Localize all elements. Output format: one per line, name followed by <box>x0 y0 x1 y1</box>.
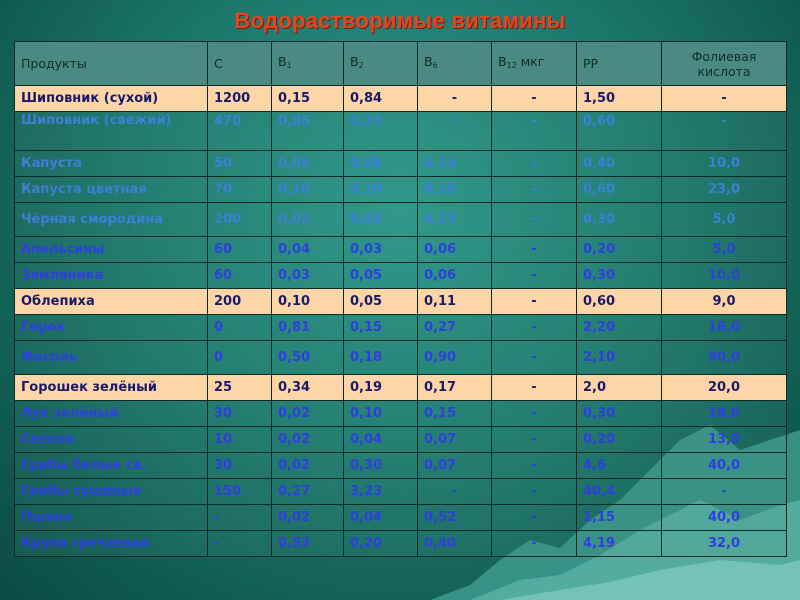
value-cell: 4,19 <box>577 531 662 557</box>
value-cell: - <box>492 203 577 237</box>
column-header <box>344 42 418 86</box>
page-title: Водорастворимые витамины <box>234 8 566 33</box>
value-cell: 0,10 <box>272 177 344 203</box>
value-cell: - <box>208 531 272 557</box>
value-cell: 0,10 <box>272 289 344 315</box>
column-header <box>577 42 662 86</box>
product-name-cell: Апельсины <box>15 237 208 263</box>
value-cell: 0,05 <box>344 263 418 289</box>
value-cell: 0,17 <box>418 375 492 401</box>
value-cell: 0,16 <box>418 177 492 203</box>
value-cell: - <box>492 375 577 401</box>
value-cell: 0,90 <box>418 341 492 375</box>
value-cell: 0,20 <box>577 237 662 263</box>
table-row <box>15 177 787 203</box>
table-row <box>15 86 787 112</box>
value-cell: - <box>492 263 577 289</box>
value-cell: 470 <box>208 112 272 151</box>
value-cell: 2,20 <box>577 315 662 341</box>
table-row <box>15 237 787 263</box>
value-cell: 0,15 <box>272 86 344 112</box>
column-header <box>208 42 272 86</box>
table-row <box>15 112 787 151</box>
value-cell: - <box>492 289 577 315</box>
value-cell: 0,02 <box>272 505 344 531</box>
column-header-label: В <box>350 54 359 69</box>
table-header-row <box>15 42 787 86</box>
table-row <box>15 151 787 177</box>
value-cell: - <box>492 151 577 177</box>
product-name-cell: Грибы сушеные <box>15 479 208 505</box>
column-header-label: РР <box>583 56 599 71</box>
value-cell: 0,02 <box>272 401 344 427</box>
value-cell: 0,52 <box>418 505 492 531</box>
table-row <box>15 427 787 453</box>
table-row <box>15 505 787 531</box>
value-cell: 0 <box>208 341 272 375</box>
value-cell: 0,19 <box>344 375 418 401</box>
value-cell: 0,27 <box>272 479 344 505</box>
value-cell: - <box>492 341 577 375</box>
value-cell: 0,15 <box>418 401 492 427</box>
value-cell: - <box>492 453 577 479</box>
value-cell: 0,60 <box>577 177 662 203</box>
value-cell: 1200 <box>208 86 272 112</box>
table-row <box>15 479 787 505</box>
value-cell: 0,30 <box>577 401 662 427</box>
value-cell: 0,34 <box>272 375 344 401</box>
value-cell: 0,07 <box>418 427 492 453</box>
value-cell: - <box>492 315 577 341</box>
product-name-cell: Свекла <box>15 427 208 453</box>
value-cell: 0,30 <box>577 203 662 237</box>
value-cell: 13,0 <box>662 427 787 453</box>
vitamins-table <box>14 41 787 557</box>
table-row <box>15 263 787 289</box>
column-header-subscript: 6 <box>432 61 438 70</box>
value-cell: - <box>662 112 787 151</box>
value-cell: - <box>492 177 577 203</box>
value-cell: 0,04 <box>344 427 418 453</box>
value-cell: - <box>208 505 272 531</box>
value-cell: 50 <box>208 151 272 177</box>
value-cell: 25 <box>208 375 272 401</box>
product-name-cell: Крупа гречневая <box>15 531 208 557</box>
value-cell: 0,40 <box>577 151 662 177</box>
value-cell: 5,0 <box>662 237 787 263</box>
value-cell: 60 <box>208 263 272 289</box>
value-cell: 0,03 <box>344 237 418 263</box>
value-cell: 0,02 <box>272 453 344 479</box>
value-cell: 0,04 <box>272 237 344 263</box>
value-cell: 0,08 <box>344 151 418 177</box>
table-row <box>15 203 787 237</box>
value-cell: 0,03 <box>272 263 344 289</box>
column-header-label: В <box>278 54 287 69</box>
value-cell: - <box>492 427 577 453</box>
value-cell: 0,11 <box>418 289 492 315</box>
value-cell: 0,07 <box>418 453 492 479</box>
table-row <box>15 531 787 557</box>
value-cell: 0,60 <box>577 289 662 315</box>
value-cell: - <box>492 531 577 557</box>
value-cell: 0,10 <box>344 401 418 427</box>
column-header <box>662 42 787 86</box>
product-name-cell: Горох <box>15 315 208 341</box>
value-cell: 20,0 <box>662 375 787 401</box>
value-cell: 0,84 <box>344 86 418 112</box>
table-row <box>15 289 787 315</box>
column-header <box>15 42 208 86</box>
value-cell: 60 <box>208 237 272 263</box>
value-cell: 40,0 <box>662 505 787 531</box>
column-header-label: Продукты <box>21 56 87 71</box>
value-cell: 0,02 <box>272 203 344 237</box>
value-cell: 0,05 <box>344 289 418 315</box>
column-header <box>418 42 492 86</box>
column-header-label: В <box>424 54 433 69</box>
value-cell: 90,0 <box>662 341 787 375</box>
value-cell: 10 <box>208 427 272 453</box>
table-row <box>15 401 787 427</box>
value-cell: - <box>418 479 492 505</box>
value-cell: 0,05 <box>272 112 344 151</box>
value-cell: 1,50 <box>577 86 662 112</box>
column-header-subscript: 1 <box>286 61 292 70</box>
value-cell: 4,6 <box>577 453 662 479</box>
value-cell: 0,60 <box>577 112 662 151</box>
value-cell: 0,13 <box>418 203 492 237</box>
value-cell: 5,0 <box>662 203 787 237</box>
product-name-cell: Горошек зелёный <box>15 375 208 401</box>
value-cell: - <box>418 112 492 151</box>
product-name-cell: Капуста <box>15 151 208 177</box>
value-cell: 2,0 <box>577 375 662 401</box>
value-cell: 0,18 <box>344 341 418 375</box>
value-cell: 0,50 <box>272 341 344 375</box>
value-cell: 0 <box>208 315 272 341</box>
value-cell: 0,33 <box>344 112 418 151</box>
column-header <box>272 42 344 86</box>
product-name-cell: Облепиха <box>15 289 208 315</box>
product-name-cell: Чёрная смородина <box>15 203 208 237</box>
value-cell: - <box>492 86 577 112</box>
value-cell: 10,0 <box>662 151 787 177</box>
value-cell: 23,0 <box>662 177 787 203</box>
product-name-cell: Шиповник (сухой) <box>15 86 208 112</box>
column-header-label: Фолиевая кислота <box>691 48 757 79</box>
value-cell: 70 <box>208 177 272 203</box>
column-header-unit: мкг <box>516 54 545 69</box>
table-row <box>15 453 787 479</box>
value-cell: - <box>492 237 577 263</box>
product-name-cell: Фасоль <box>15 341 208 375</box>
column-header-subscript: 12 <box>506 61 517 70</box>
value-cell: - <box>492 505 577 531</box>
product-name-cell: Шиповник (свежий) <box>15 112 208 151</box>
value-cell: 0,15 <box>344 315 418 341</box>
value-cell: 0,53 <box>272 531 344 557</box>
value-cell: 1,15 <box>577 505 662 531</box>
product-name-cell: Пшено <box>15 505 208 531</box>
value-cell: 3,23 <box>344 479 418 505</box>
product-name-cell: Капуста цветная <box>15 177 208 203</box>
value-cell: 0,10 <box>344 177 418 203</box>
value-cell: 0,04 <box>344 505 418 531</box>
value-cell: 0,20 <box>344 531 418 557</box>
value-cell: - <box>662 86 787 112</box>
product-name-cell: Лук зелёный <box>15 401 208 427</box>
value-cell: 10,0 <box>662 263 787 289</box>
table-row <box>15 315 787 341</box>
value-cell: 32,0 <box>662 531 787 557</box>
value-cell: - <box>662 479 787 505</box>
value-cell: 0,06 <box>418 263 492 289</box>
column-header <box>492 42 577 86</box>
value-cell: 0,02 <box>344 203 418 237</box>
value-cell: - <box>492 401 577 427</box>
column-header-subscript: 2 <box>358 61 364 70</box>
column-header-label: В <box>498 54 507 69</box>
value-cell: 16,0 <box>662 315 787 341</box>
value-cell: 0,02 <box>272 427 344 453</box>
value-cell: 30 <box>208 401 272 427</box>
value-cell: 40,4 <box>577 479 662 505</box>
value-cell: 0,06 <box>272 151 344 177</box>
value-cell: 150 <box>208 479 272 505</box>
value-cell: 30 <box>208 453 272 479</box>
value-cell: 200 <box>208 289 272 315</box>
value-cell: 200 <box>208 203 272 237</box>
value-cell: - <box>418 86 492 112</box>
value-cell: 0,06 <box>418 237 492 263</box>
value-cell: 0,27 <box>418 315 492 341</box>
value-cell: 0,30 <box>577 263 662 289</box>
value-cell: 40,0 <box>662 453 787 479</box>
value-cell: 2,10 <box>577 341 662 375</box>
value-cell: 0,20 <box>577 427 662 453</box>
value-cell: - <box>492 479 577 505</box>
value-cell: 0,81 <box>272 315 344 341</box>
column-header-label: С <box>214 56 223 71</box>
table-row <box>15 341 787 375</box>
table-row <box>15 375 787 401</box>
product-name-cell: Грибы белые св. <box>15 453 208 479</box>
value-cell: 9,0 <box>662 289 787 315</box>
value-cell: - <box>492 112 577 151</box>
value-cell: 0,30 <box>344 453 418 479</box>
value-cell: 0,40 <box>418 531 492 557</box>
value-cell: 18,0 <box>662 401 787 427</box>
product-name-cell: Земляника <box>15 263 208 289</box>
value-cell: 0,14 <box>418 151 492 177</box>
